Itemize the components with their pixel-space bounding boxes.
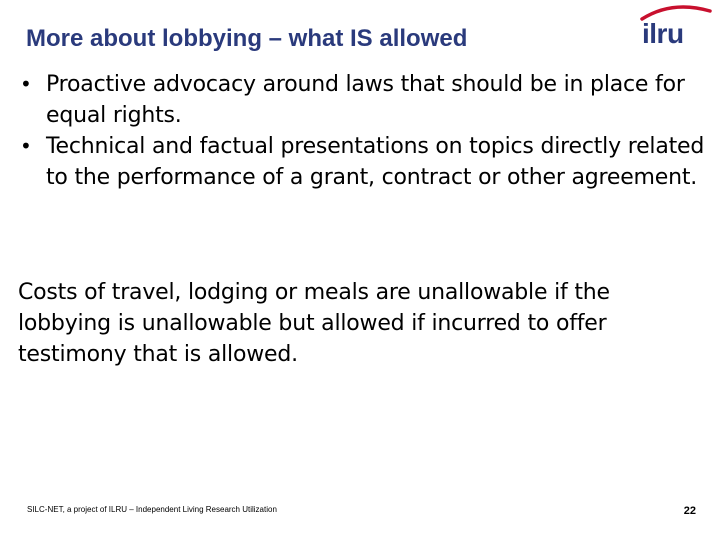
bullet-item [18,131,708,193]
slide-title: More about lobbying – what IS allowed [26,25,468,52]
bullet-marker: • [20,134,32,158]
body-paragraph: Costs of travel, lodging or meals are unallowable if the lobbying is unallowable but allowed if incurred to offer testimony that is allowed. [18,280,610,367]
bullet-list [18,69,708,193]
footer-text: SILC-NET, a project of ILRU – Independent Living Research Utilization [27,505,277,514]
bullet-text: Proactive advocacy around laws that should be in place for equal rights. [46,72,685,128]
ilru-logo [630,2,716,52]
bullet-marker: • [20,72,32,96]
ilru-logo-icon [630,2,716,52]
bullet-text: Technical and factual presentations on topics directly related to the performance of a grant, contract or other agreement. [46,134,705,190]
bullet-item [18,69,708,131]
logo-text: ilru [642,18,684,49]
page-number: 22 [683,505,696,517]
